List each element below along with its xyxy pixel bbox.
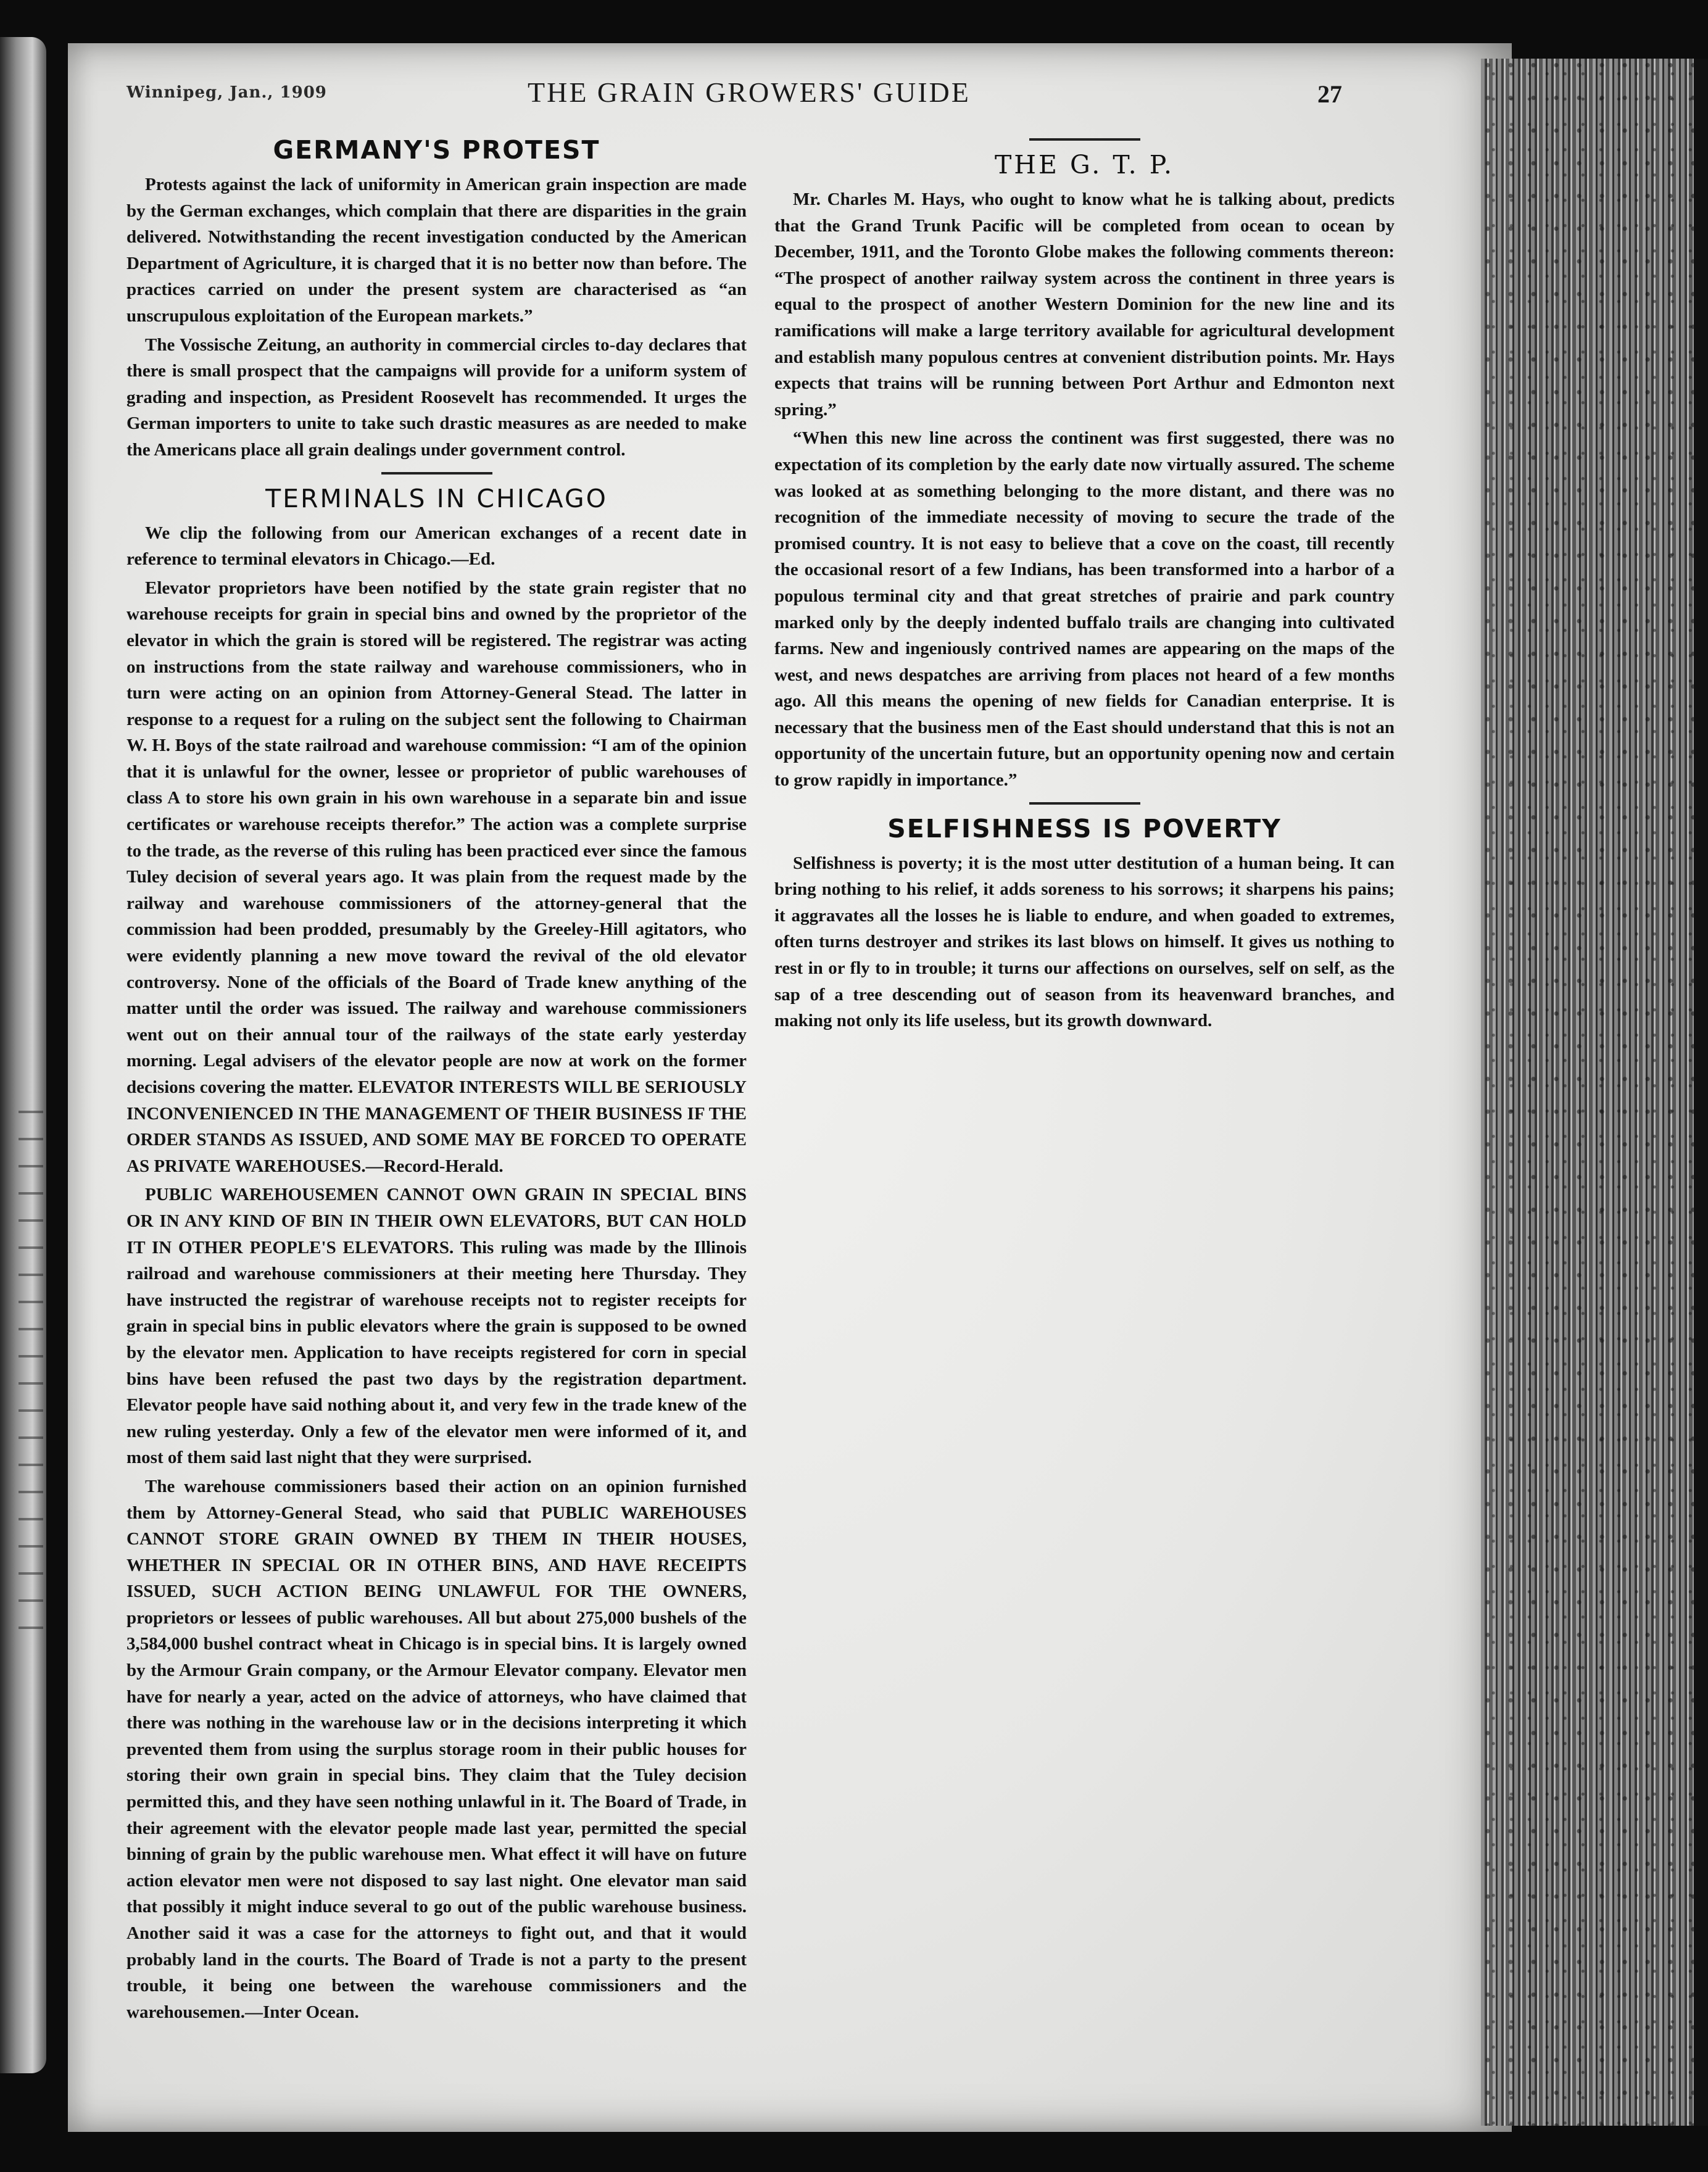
germany-paragraph-1: Protests against the lack of uniformity in American grain inspection are made by the German exchanges, which complain that there are disparities in the grain delivered. Notwithstanding the recent investigation conducted by the American Department of Agriculture, it is charged that it is no better now than before. The practices carried on under the present system are characterised as “an unscrupulous exploitation of the European markets.” <box>126 175 747 326</box>
issue-date: Winnipeg, Jan., 1909 <box>126 83 327 102</box>
book-binding <box>1481 59 1694 2126</box>
section-divider <box>1029 138 1140 141</box>
running-header <box>126 76 1428 119</box>
terminals-paragraph-1: We clip the following from our American exchanges of a recent date in reference to terminal elevators in Chicago.—Ed. <box>126 523 747 570</box>
gtp-paragraph-2: “When this new line across the continent was first suggested, there was no expectation of its completion by the early date now virtually assured. The scheme was looked at as something belonging to the more distant, and there was no recognition of the immediate necessity of moving to secure the trade of the promised country. It is not easy to believe that a cove on the coast, till recently the occasional resort of a few Indians, has been transformed into a harbor of a populous terminal city and that great stretches of prairie and park country marked only by the deeply indented buffalo trails are changing into cultivated farms. New and ingeniously contrived names are appearing on the maps of the west, and news despatches are arriving from places not heard of a few months ago. All this means the opening of new fields for Canadian enterprise. It is necessary that the business men of the East should understand that this is not an opportunity of the uncertain future, but an opportunity opening now and certain to grow rapidly in importance.” <box>774 428 1395 790</box>
gtp-headline: THE G. T. P. <box>994 150 1175 180</box>
gtp-paragraph-1: Mr. Charles M. Hays, who ought to know what he is talking about, predicts that the Grand Trunk Pacific will be completed from ocean to ocean by December, 1911, and the Toronto Globe makes the following comments thereon: “The prospect of another railway system across the continent in three years is equal to the prospect of another Western Dominion for the new line and its ramifications will make a large territory available for agricultural development and establish many populous centres at convenient distribution points. Mr. Hays expects that trains will be running between Port Arthur and Edmonton next spring.” <box>774 189 1395 420</box>
section-divider <box>381 472 492 475</box>
binding-edge <box>1694 59 1708 2126</box>
terminals-paragraph-4: The warehouse commissioners based their action on an opinion furnished them by Attorney-General Stead, who said that PUBLIC WAREHOUSES CANNOT STORE GRAIN OWNED BY THEM IN THEIR HOUSES, WHETHER IN SPECIAL OR IN OTHER BINS, AND HAVE RECEIPTS ISSUED, SUCH ACTION BEING UNLAWFUL FOR THE OWNERS, proprietors or lessees of public warehouses. All but about 275,000 bushels of the 3,584,000 bushel contract wheat in Chicago is in special bins. It is largely owned by the Armour Grain company, or the Armour Elevator company. Elevator men have for nearly a year, acted on the advice of attorneys, who have claimed that there was nothing in the warehouse law or in the decisions interpreting it which prevented them from using the surplus storage room in their public houses for storing their own grain in special bins. They claim that the Tuley decision permitted this, and they have seen nothing unlawful in it. The Board of Trade, in their agreement with the elevator people made last year, permitted the special binning of grain by the public warehouse men. What effect it will have on future action elevator men were not disposed to say last night. One elevator man said that possibly it might induce several to go out of the public warehouse business. Another said it was a case for the attorneys to fight out, and that it would probably land in the courts. The Board of Trade is not a party to the present trouble, it being one between the warehouse commissioners and the warehousemen.—Inter Ocean. <box>126 1476 747 2022</box>
binding-texture <box>1481 59 1694 2126</box>
left-column <box>126 130 747 2123</box>
facing-page-edge <box>0 37 46 2073</box>
terminals-headline: TERMINALS IN CHICAGO <box>265 483 608 513</box>
publication-title: THE GRAIN GROWERS' GUIDE <box>528 77 971 108</box>
terminals-paragraph-2: Elevator proprietors have been notified by the state grain register that no warehouse receipts for grain in special bins and owned by the proprietor of the elevator in which the grain is stored will be registered. The registrar was acting on instructions from the state railway and warehouse commissioners, who in turn were acting on an opinion from Attorney-General Stead. The latter in response to a request for a ruling on the subject sent the following to Chairman W. H. Boys of the state railroad and warehouse commission: “I am of the opinion that it is unlawful for the owner, lessee or proprietor of public warehouses of class A to store his own grain in his own warehouse in a separate bin and issue certificates or warehouse receipts therefor.” The action was a complete surprise to the trade, as the reverse of this ruling has been practiced ever since the famous Tuley decision of several years ago. It was plain from the request made by the railway and warehouse commissioners of the attorney-general that the commission had been prodded, presumably by the Greeley-Hill agitators, who were evidently planning a new move toward the revival of the old elevator controversy. None of the officials of the Board of Trade knew anything of the matter until the order was issued. The railway and warehouse commissioners went out on their annual tour of the railways of the state early yesterday morning. Legal advisers of the elevator people are now at work on the former decisions covering the matter. ELEVATOR INTERESTS WILL BE SERIOUSLY INCONVENIENCED IN THE MANAGEMENT OF THEIR BUSINESS IF THE ORDER STANDS AS ISSUED, AND SOME MAY BE FORCED TO OPERATE AS PRIVATE WAREHOUSES.—Record-Herald. <box>126 578 747 1176</box>
facing-page-marks <box>19 1086 43 1641</box>
section-divider <box>1029 802 1140 805</box>
terminals-paragraph-3: PUBLIC WAREHOUSEMEN CANNOT OWN GRAIN IN SPECIAL BINS OR IN ANY KIND OF BIN IN THEIR OWN ELEVATORS, BUT CAN HOLD IT IN OTHER PEOPLE'S ELEVATORS. This ruling was made by the Illinois railroad and warehouse commissioners at their meeting here Thursday. They have instructed the registrar of warehouse receipts not to register receipts for grain in special bins in public elevators where the grain is supposed to be owned by the elevator men. Application to have receipts registered for corn in special bins have been refused the past two days by the registration department. Elevator people have said nothing about it, and very few in the trade knew of the new ruling yesterday. Only a few of the elevator men were informed of it, and most of them said last night that they were surprised. <box>126 1185 747 1468</box>
germany-headline: GERMANY'S PROTEST <box>273 135 600 165</box>
page-number: 27 <box>1317 80 1342 108</box>
germany-paragraph-2: The Vossische Zeitung, an authority in commercial circles to-day declares that there is small prospect that the campaigns will provide for a uniform system of grading and inspection, as President Roosevelt has recommended. It urges the German importers to unite to take such drastic measures as are needed to make the Americans place all grain dealings under government control. <box>126 334 747 460</box>
selfishness-paragraph-1: Selfishness is poverty; it is the most utter destitution of a human being. It can bring nothing to his relief, it adds soreness to his sorrows; it sharpens his pains; it aggravates all the losses he is liable to endure, and when goaded to extremes, often turns destroyer and strikes its last blows on himself. It gives us nothing to rest in or fly to in trouble; it turns our affections on ourselves, self on self, as the sap of a tree descending out of season from its heavenward branches, and making not only its life useless, but its growth downward. <box>774 853 1395 1031</box>
right-column <box>774 130 1395 2123</box>
selfishness-headline: SELFISHNESS IS POVERTY <box>887 813 1282 844</box>
